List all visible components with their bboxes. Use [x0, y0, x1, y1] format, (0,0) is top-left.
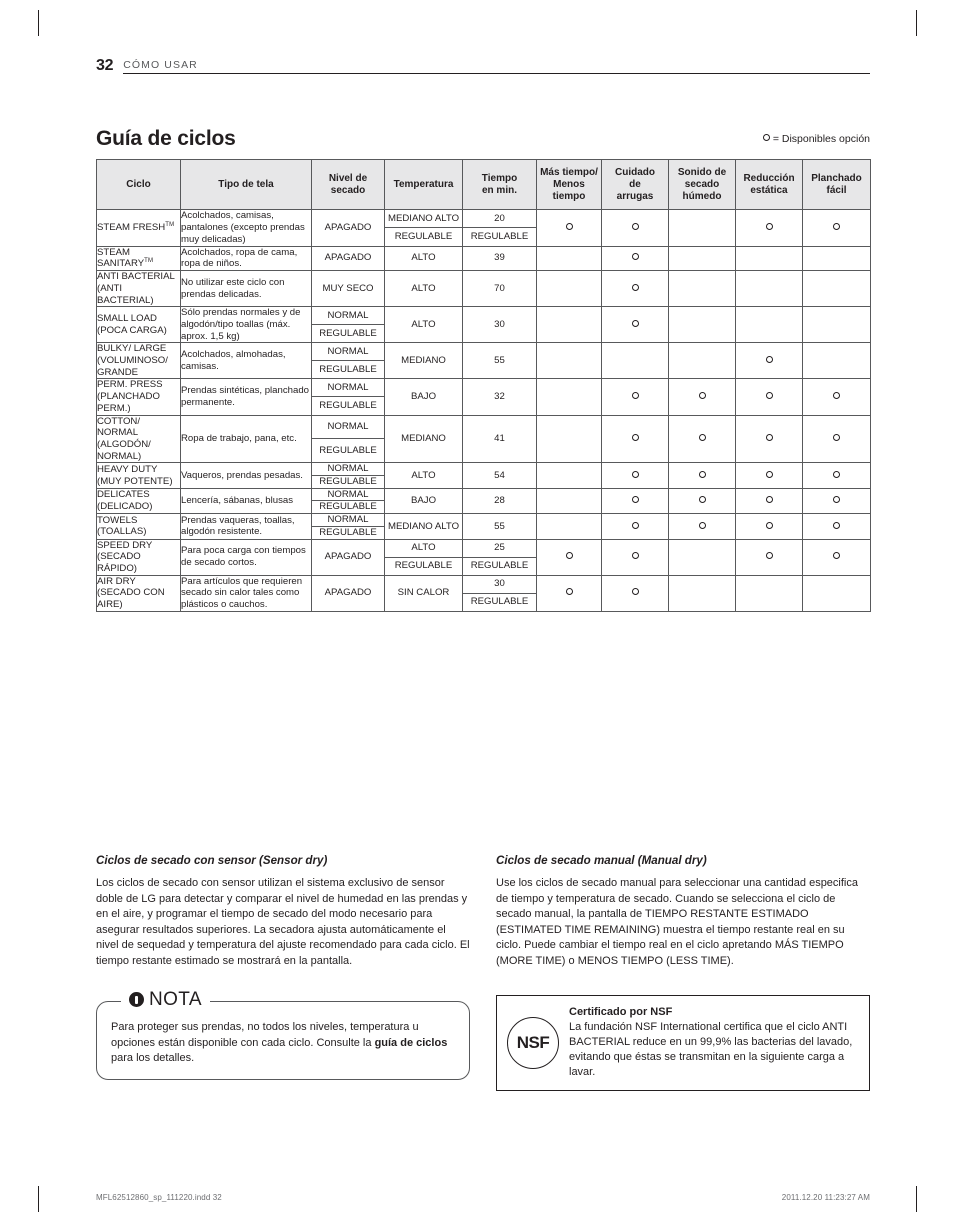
- cell-temperature: REGULABLE: [385, 557, 463, 575]
- cell-wrinkle-care: [602, 539, 669, 575]
- circle-icon: [566, 223, 573, 230]
- cell-fabric-type: Vaqueros, prendas pesadas.: [181, 463, 312, 488]
- cell-static-reduction: [736, 463, 803, 488]
- cell-dry-level: NORMAL: [312, 514, 385, 527]
- cell-damp-dry-sound: [669, 514, 736, 539]
- circle-icon: [566, 552, 573, 559]
- cell-easy-iron: [803, 379, 871, 415]
- exclamation-icon: [129, 992, 144, 1007]
- cell-static-reduction: [736, 575, 803, 611]
- col-header-cuidado-de-arrugas: Cuidado de arrugas: [602, 160, 669, 210]
- circle-icon: [632, 522, 639, 529]
- cell-damp-dry-sound: [669, 463, 736, 488]
- sensor-dry-body: Los ciclos de secado con sensor utilizan el sistema exclusivo de sensor doble de LG para detectar y comparar el nivel de humedad en las prendas y en el aire, y programar el tiempo de secado del modo necesario para asegurar resultados superiores. La secadora ajusta automáticamente el nivel de sequedad y temperatura del ajuste recomendado para cada ciclo. El tiempo restante estimado se mostrará en la pantalla.: [96, 876, 470, 967]
- table-row: [97, 488, 871, 501]
- cell-cycle: AIR DRY (SECADO CON AIRE): [97, 575, 181, 611]
- cell-easy-iron: [803, 307, 871, 343]
- cell-fabric-type: Para poca carga con tiempos de secado cortos.: [181, 539, 312, 575]
- cell-damp-dry-sound: [669, 210, 736, 246]
- page-content: [96, 0, 870, 1222]
- table-row: [97, 575, 871, 593]
- legend-label: = Disponibles opción: [772, 133, 870, 145]
- circle-icon: [766, 356, 773, 363]
- cell-dry-level: NORMAL: [312, 415, 385, 439]
- cell-fabric-type: Acolchados, ropa de cama, ropa de niños.: [181, 246, 312, 271]
- cell-easy-iron: [803, 575, 871, 611]
- table-row: [97, 415, 871, 439]
- circle-icon: [632, 320, 639, 327]
- nota-title: NOTA: [149, 989, 202, 1010]
- circle-icon: [766, 392, 773, 399]
- circle-icon: [632, 552, 639, 559]
- circle-icon: [699, 496, 706, 503]
- cell-fabric-type: Prendas vaqueras, toallas, algodón resistente.: [181, 514, 312, 539]
- cell-time-minutes: 28: [463, 488, 537, 513]
- cell-time-minutes: 70: [463, 271, 537, 307]
- cell-dry-level: REGULABLE: [312, 325, 385, 343]
- circle-icon: [766, 552, 773, 559]
- table-row: [97, 514, 871, 527]
- crop-mark-top-right: [916, 10, 917, 36]
- nsf-text: [569, 1005, 859, 1081]
- nota-body-part2: para los detalles.: [111, 1052, 195, 1065]
- page-title: Guía de ciclos: [96, 127, 236, 150]
- cell-wrinkle-care: [602, 379, 669, 415]
- col-header-sonido-secado-humedo: Sonido de secado húmedo: [669, 160, 736, 210]
- circle-icon: [632, 284, 639, 291]
- cell-fabric-type: Acolchados, camisas, pantalones (excepto prendas muy delicadas): [181, 210, 312, 246]
- trademark-icon: TM: [144, 258, 154, 265]
- cell-more-less-time: [537, 307, 602, 343]
- cell-wrinkle-care: [602, 343, 669, 379]
- section-label: CÓMO USAR: [123, 58, 198, 71]
- cell-static-reduction: [736, 488, 803, 513]
- cell-temperature: ALTO: [385, 246, 463, 271]
- cell-wrinkle-care: [602, 514, 669, 539]
- table-body: [97, 210, 871, 611]
- circle-icon: [632, 392, 639, 399]
- cell-damp-dry-sound: [669, 488, 736, 513]
- cell-temperature: ALTO: [385, 307, 463, 343]
- cell-time-minutes: 55: [463, 343, 537, 379]
- cell-dry-level: NORMAL: [312, 343, 385, 361]
- cell-fabric-type: Acolchados, almohadas, camisas.: [181, 343, 312, 379]
- cell-more-less-time: [537, 488, 602, 513]
- cycle-guide-table: [96, 159, 871, 612]
- cell-more-less-time: [537, 463, 602, 488]
- cell-wrinkle-care: [602, 307, 669, 343]
- cell-damp-dry-sound: [669, 575, 736, 611]
- circle-icon: [632, 434, 639, 441]
- nota-header: [121, 990, 210, 1009]
- cell-dry-level: REGULABLE: [312, 526, 385, 539]
- circle-icon: [833, 471, 840, 478]
- circle-icon: [833, 392, 840, 399]
- cell-dry-level: NORMAL: [312, 488, 385, 501]
- circle-icon: [699, 434, 706, 441]
- circle-icon: [632, 223, 639, 230]
- page-header-rule: [123, 60, 870, 75]
- circle-icon: [766, 223, 773, 230]
- cell-cycle: ANTI BACTERIAL (ANTI BACTERIAL): [97, 271, 181, 307]
- cell-more-less-time: [537, 575, 602, 611]
- circle-icon: [699, 522, 706, 529]
- nsf-body: La fundación NSF International certifica que el ciclo ANTI BACTERIAL reduce en un 99,9% las bacterias del lavado, evitando que éstas se transmitan en la siguiente carga a lavar.: [569, 1020, 853, 1079]
- circle-icon: [632, 471, 639, 478]
- cell-damp-dry-sound: [669, 415, 736, 463]
- crop-mark-bottom-left: [38, 1186, 39, 1212]
- manual-dry-heading: Ciclos de secado manual (Manual dry): [496, 854, 707, 867]
- manual-dry-column: [496, 854, 870, 970]
- cell-wrinkle-care: [602, 488, 669, 513]
- cell-time-minutes: 32: [463, 379, 537, 415]
- cell-more-less-time: [537, 210, 602, 246]
- cell-cycle: PERM. PRESS (PLANCHADO PERM.): [97, 379, 181, 415]
- table-row: [97, 379, 871, 397]
- page-header: [96, 58, 870, 74]
- cell-temperature: SIN CALOR: [385, 575, 463, 611]
- cell-easy-iron: [803, 415, 871, 463]
- circle-icon: [699, 392, 706, 399]
- cell-static-reduction: [736, 210, 803, 246]
- cell-cycle: HEAVY DUTY (MUY POTENTE): [97, 463, 181, 488]
- cell-easy-iron: [803, 539, 871, 575]
- cell-fabric-type: Prendas sintéticas, planchado permanente.: [181, 379, 312, 415]
- cell-temperature: MEDIANO: [385, 343, 463, 379]
- cell-damp-dry-sound: [669, 246, 736, 271]
- table-row: [97, 463, 871, 476]
- nsf-certification-box: [496, 995, 870, 1091]
- cell-dry-level: REGULABLE: [312, 439, 385, 463]
- cell-static-reduction: [736, 415, 803, 463]
- cell-easy-iron: [803, 271, 871, 307]
- cell-cycle: TOWELS (TOALLAS): [97, 514, 181, 539]
- circle-icon: [566, 588, 573, 595]
- page-number: 32: [96, 57, 114, 74]
- cell-wrinkle-care: [602, 415, 669, 463]
- cell-time-minutes: 54: [463, 463, 537, 488]
- cell-dry-level: NORMAL: [312, 379, 385, 397]
- cell-time-minutes: 41: [463, 415, 537, 463]
- circle-icon: [766, 471, 773, 478]
- dry-cycle-descriptions: [96, 854, 870, 970]
- cell-temperature: ALTO: [385, 539, 463, 557]
- table-row: [97, 307, 871, 325]
- cell-more-less-time: [537, 514, 602, 539]
- cell-static-reduction: [736, 246, 803, 271]
- cell-cycle: DELICATES (DELICADO): [97, 488, 181, 513]
- crop-mark-top-left: [38, 10, 39, 36]
- cell-time-minutes: 39: [463, 246, 537, 271]
- circle-icon: [766, 434, 773, 441]
- cell-dry-level: NORMAL: [312, 463, 385, 476]
- cell-easy-iron: [803, 463, 871, 488]
- nota-body-part1: Para proteger sus prendas, no todos los niveles, temperatura u opciones están disponible con cada ciclo. Consulte la: [111, 1021, 419, 1049]
- cell-damp-dry-sound: [669, 343, 736, 379]
- page-footer: [96, 1193, 870, 1202]
- cell-temperature: ALTO: [385, 463, 463, 488]
- nota-body: [111, 1020, 455, 1067]
- cell-damp-dry-sound: [669, 379, 736, 415]
- cell-wrinkle-care: [602, 246, 669, 271]
- cell-fabric-type: Para artículos que requieren secado sin calor tales como plásticos o cauchos.: [181, 575, 312, 611]
- cell-static-reduction: [736, 379, 803, 415]
- cell-static-reduction: [736, 343, 803, 379]
- cell-more-less-time: [537, 379, 602, 415]
- cell-time-minutes: 20: [463, 210, 537, 228]
- cell-time-minutes: 25: [463, 539, 537, 557]
- cell-time-minutes: 30: [463, 575, 537, 593]
- crop-mark-bottom-right: [916, 1186, 917, 1212]
- cell-damp-dry-sound: [669, 271, 736, 307]
- cell-wrinkle-care: [602, 271, 669, 307]
- nsf-logo-icon: NSF: [507, 1017, 559, 1069]
- nsf-title: Certificado por NSF: [569, 1006, 673, 1018]
- cell-dry-level: REGULABLE: [312, 397, 385, 415]
- cell-temperature: BAJO: [385, 379, 463, 415]
- cell-dry-level: REGULABLE: [312, 361, 385, 379]
- cell-cycle: SPEED DRY (SECADO RÁPIDO): [97, 539, 181, 575]
- cell-static-reduction: [736, 271, 803, 307]
- cell-more-less-time: [537, 415, 602, 463]
- cell-dry-level: REGULABLE: [312, 476, 385, 489]
- table-header-row: [97, 160, 871, 210]
- cell-fabric-type: Ropa de trabajo, pana, etc.: [181, 415, 312, 463]
- circle-icon: [833, 496, 840, 503]
- circle-icon: [833, 434, 840, 441]
- circle-icon: [766, 496, 773, 503]
- cell-time-minutes: REGULABLE: [463, 593, 537, 611]
- cell-cycle: BULKY/ LARGE (VOLUMINOSO/ GRANDE: [97, 343, 181, 379]
- circle-icon: [632, 253, 639, 260]
- cell-temperature: MEDIANO ALTO: [385, 514, 463, 539]
- cell-easy-iron: [803, 246, 871, 271]
- circle-icon: [833, 522, 840, 529]
- footer-filename: MFL62512860_sp_111220.indd 32: [96, 1193, 222, 1202]
- cell-temperature: REGULABLE: [385, 228, 463, 246]
- cell-damp-dry-sound: [669, 307, 736, 343]
- cell-time-minutes: 55: [463, 514, 537, 539]
- circle-icon: [699, 471, 706, 478]
- table-row: [97, 343, 871, 361]
- col-header-tipo-de-tela: Tipo de tela: [181, 160, 312, 210]
- cell-time-minutes: 30: [463, 307, 537, 343]
- cell-cycle: SMALL LOAD (POCA CARGA): [97, 307, 181, 343]
- cell-damp-dry-sound: [669, 539, 736, 575]
- cell-static-reduction: [736, 514, 803, 539]
- cell-temperature: BAJO: [385, 488, 463, 513]
- circle-icon: [763, 134, 770, 141]
- cell-temperature: MEDIANO: [385, 415, 463, 463]
- cell-dry-level: APAGADO: [312, 575, 385, 611]
- trademark-icon: TM: [165, 222, 175, 228]
- sensor-dry-column: [96, 854, 470, 970]
- cell-dry-level: REGULABLE: [312, 501, 385, 514]
- col-header-temperatura: Temperatura: [385, 160, 463, 210]
- cell-static-reduction: [736, 307, 803, 343]
- nota-body-bold: guía de ciclos: [374, 1036, 448, 1049]
- col-header-tiempo-en-min: Tiempo en min.: [463, 160, 537, 210]
- circle-icon: [766, 522, 773, 529]
- cell-dry-level: APAGADO: [312, 539, 385, 575]
- availability-legend: [763, 134, 870, 145]
- cell-cycle: STEAM FRESH™: [97, 210, 181, 246]
- cell-static-reduction: [736, 539, 803, 575]
- cell-easy-iron: [803, 488, 871, 513]
- circle-icon: [833, 223, 840, 230]
- cell-easy-iron: [803, 514, 871, 539]
- col-header-reduccion-estatica: Reducción estática: [736, 160, 803, 210]
- col-header-ciclo: Ciclo: [97, 160, 181, 210]
- cell-dry-level: APAGADO: [312, 246, 385, 271]
- cell-dry-level: APAGADO: [312, 210, 385, 246]
- cell-cycle: STEAM SANITARY™: [97, 246, 181, 271]
- cell-fabric-type: No utilizar este ciclo con prendas delicadas.: [181, 271, 312, 307]
- table-row: [97, 539, 871, 557]
- cell-more-less-time: [537, 271, 602, 307]
- cell-fabric-type: Lencería, sábanas, blusas: [181, 488, 312, 513]
- footer-timestamp: 2011.12.20 11:23:27 AM: [781, 1193, 870, 1202]
- col-header-planchado-facil: Planchado fácil: [803, 160, 871, 210]
- cell-fabric-type: Sólo prendas normales y de algodón/tipo toallas (máx. aprox. 1,5 kg): [181, 307, 312, 343]
- table-row: [97, 246, 871, 271]
- cell-wrinkle-care: [602, 210, 669, 246]
- cell-wrinkle-care: [602, 463, 669, 488]
- cell-dry-level: NORMAL: [312, 307, 385, 325]
- cell-time-minutes: REGULABLE: [463, 557, 537, 575]
- col-header-nivel-de-secado: Nivel de secado: [312, 160, 385, 210]
- table-row: [97, 210, 871, 228]
- circle-icon: [632, 496, 639, 503]
- cell-more-less-time: [537, 539, 602, 575]
- manual-dry-body: Use los ciclos de secado manual para seleccionar una cantidad especifica de tiempo y temperatura de secado. Cuando se selecciona el ciclo de secado manual, la pantalla de TIEMPO RESTANTE ESTIMADO (ESTIMATED TIME REMAINING) muestra el tiempo restante real en su ciclo. Puede cambiar el tiempo real en el ciclo apretando MÁS TIEMPO (MORE TIME) o MENOS TIEMPO (LESS TIME).: [496, 876, 858, 967]
- sensor-dry-heading: Ciclos de secado con sensor (Sensor dry): [96, 854, 328, 867]
- cell-more-less-time: [537, 343, 602, 379]
- cell-temperature: ALTO: [385, 271, 463, 307]
- cell-dry-level: MUY SECO: [312, 271, 385, 307]
- cell-temperature: MEDIANO ALTO: [385, 210, 463, 228]
- cell-cycle: COTTON/ NORMAL (ALGODÓN/ NORMAL): [97, 415, 181, 463]
- cell-wrinkle-care: [602, 575, 669, 611]
- cell-easy-iron: [803, 210, 871, 246]
- table-row: [97, 271, 871, 307]
- cell-easy-iron: [803, 343, 871, 379]
- circle-icon: [632, 588, 639, 595]
- nota-callout: [96, 989, 470, 1080]
- cell-more-less-time: [537, 246, 602, 271]
- cell-time-minutes: REGULABLE: [463, 228, 537, 246]
- circle-icon: [833, 552, 840, 559]
- col-header-mas-menos-tiempo: Más tiempo/ Menos tiempo: [537, 160, 602, 210]
